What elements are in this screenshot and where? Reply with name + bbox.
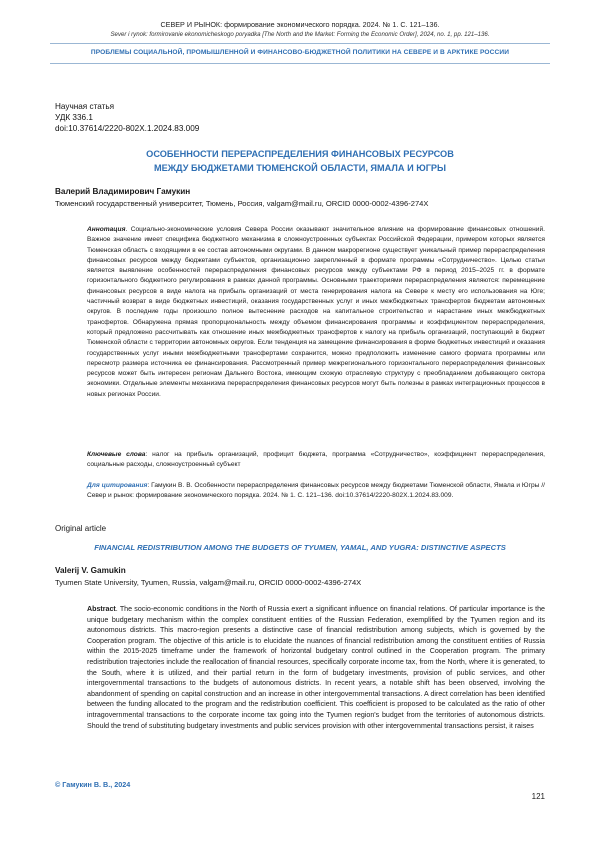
abstract-en: [87, 604, 545, 731]
title-ru: [70, 147, 530, 175]
section-title: ПРОБЛЕМЫ СОЦИАЛЬНОЙ, ПРОМЫШЛЕННОЙ И ФИНАНСОВО-БЮДЖЕТНОЙ ПОЛИТИКИ НА СЕВЕРЕ И В АРКТИКЕ РОССИИ: [90, 49, 510, 56]
header-rule-top: [50, 43, 550, 44]
citation-ru: [87, 481, 545, 502]
abstract-ru-text: . Социально-экономические условия Севера России оказывают значительное влияние на формирование финансовых отношений. Важное значение имеет специфика бюджетного механизма в сложноустроенных субъектах Российской Федерации, примером которых является Тюменская область с входящими в ее состав автономными округами. В данном макрорегионе существует уникальный пример перераспределения финансовых ресурсов между бюджетами субъектов, организационно закрепленный в формате программы «Сотрудничество». Целью статьи является выявление особенностей перераспределения финансовых ресурсов между субъектами РФ в период 2015–2025 гг. в формате горизонтального бюджетного регулирования в рамках данной программы. Основными траекториями перераспределения являются: перемещение финансовых ресурсов в виде налога на прибыль организаций от места генерирования налога на Севере к месту его использования на Юге; частичный возврат в виде бюджетных инвестиций, оказания государственных услуг и иных межбюджетных трансфертов бюджетам автономных округов. В последние годы произошло полное вытеснение расходов на капитальное строительство и нарастание иных межбюджетных трансфертов. Обнаружена прямая пропорциональность между объемом финансирования программы и коэффициентом перераспределения, который предложено рассчитывать как отношение иных межбюджетных трансфертов к налогу на прибыль организаций, поступающий в бюджет Тюменской области с территории автономных округов. Если тенденция на замещение финансирования в форме бюджетных инвестиций и оказания государственных услуг иными межбюджетными трансфертами сохранится, можно предположить изменение самого формата программы или пересмотр размера источника ее финансирования. Рассмотренный пример межрегионального горизонтального перераспределения финансовых ресурсов может быть интересен регионам Дальнего Востока, имеющим схожую отраслевую структуру с преобладанием добывающего сектора экономики. Отдельные элементы механизма перераспределения финансовых ресурсов могут быть полезны в рамках интеграционных процессов в новых регионах России.: [87, 226, 545, 398]
page-number: 121: [531, 792, 545, 801]
journal-header-en: Sever i rynok: formirovanie ekonomicheskogo poryadka [The North and the Market: Forming the Economic Order], 2024, no. 1, pp. 121–136.: [110, 31, 490, 38]
copyright: © Гамукин В. В., 2024: [55, 780, 131, 789]
abstract-en-text: . The socio-economic conditions in the North of Russia exert a significant influence on financial relations. Of particular importance is the unique budgetary mechanism within the complex constituent entities of the Russian Federation, exemplified by the Tyumen region and its autonomous districts. This macro-region presents a distinctive case of financial redistribution among subjects, which is governed by the Cooperation program. The objective of this article is to elucidate the nuances of financial redistribution among the constituent entities of Russia within the 2015-2025 timeframe under the framework of horizontal budgetary control outlined in the Cooperation program. The primary redistribution trajectories include the reallocation of financial resources, specifically corporate income tax, from the North, where it is generated, to the South, where it is utilized, and their partial return in the form of budgetary investments, provision of public services, and other intergovernmental transactions to the budgets of autonomous districts. In recent years, a notable shift has been observed, involving the abandonment of spending on capital construction and an increase in other intergovernmental transactions. A direct correlation has been identified between the funding allocated to the program and the redistribution coefficient. This coefficient is proposed to be calculated as the ratio of other intragovernmental transactions to the corporate income tax going into the Tyumen region's budget from the territories of autonomous districts. Should the trend of substituting budgetary investments and public services provision with other intergovernmental transactions persist, it raises: [87, 605, 545, 730]
author-ru: Валерий Владимирович Гамукин: [55, 187, 191, 196]
article-type-ru: Научная статья: [55, 102, 115, 111]
keywords-ru: [87, 450, 545, 471]
author-en: Valerij V. Gamukin: [55, 566, 126, 575]
abstract-en-label: Abstract: [87, 605, 116, 613]
title-ru-line1: ОСОБЕННОСТИ ПЕРЕРАСПРЕДЕЛЕНИЯ ФИНАНСОВЫХ РЕСУРСОВ: [146, 149, 454, 159]
keywords-ru-text: : налог на прибыль организаций, профицит бюджета, программа «Сотрудничество», коэффициент перераспределения, социальные расходы, сложноустроенный субъект: [87, 451, 545, 469]
abstract-ru: [87, 225, 545, 400]
udc-code: УДК 336.1: [55, 113, 93, 122]
header-rule-bottom: [50, 63, 550, 64]
title-en: FINANCIAL REDISTRIBUTION AMONG THE BUDGETS OF TYUMEN, YAMAL, AND YUGRA: DISTINCTIVE ASPECTS: [94, 543, 506, 552]
doi: doi:10.37614/2220-802X.1.2024.83.009: [55, 124, 200, 133]
citation-ru-label: Для цитирования: [87, 482, 148, 489]
abstract-ru-label: Аннотация: [87, 226, 126, 233]
citation-ru-text: : Гамукин В. В. Особенности перераспределения финансовых ресурсов между бюджетами Тюменской области, Ямала и Югры // Север и рынок: формирование экономического порядка. 2024. № 1. С. 121–136. doi:10.37614/2220-802X.1.2024.83.009.: [87, 482, 545, 500]
affiliation-ru: Тюменский государственный университет, Тюмень, Россия, valgam@mail.ru, ORCID 0000-0002-4396-274X: [55, 199, 429, 208]
keywords-ru-label: Ключевые слова: [87, 451, 146, 458]
affiliation-en: Tyumen State University, Tyumen, Russia, valgam@mail.ru, ORCID 0000-0002-4396-274X: [55, 578, 362, 587]
title-ru-line2: МЕЖДУ БЮДЖЕТАМИ ТЮМЕНСКОЙ ОБЛАСТИ, ЯМАЛА И ЮГРЫ: [153, 163, 447, 173]
article-type-en: Original article: [55, 524, 107, 533]
journal-header-ru: СЕВЕР И РЫНОК: формирование экономического порядка. 2024. № 1. С. 121–136.: [160, 20, 440, 29]
